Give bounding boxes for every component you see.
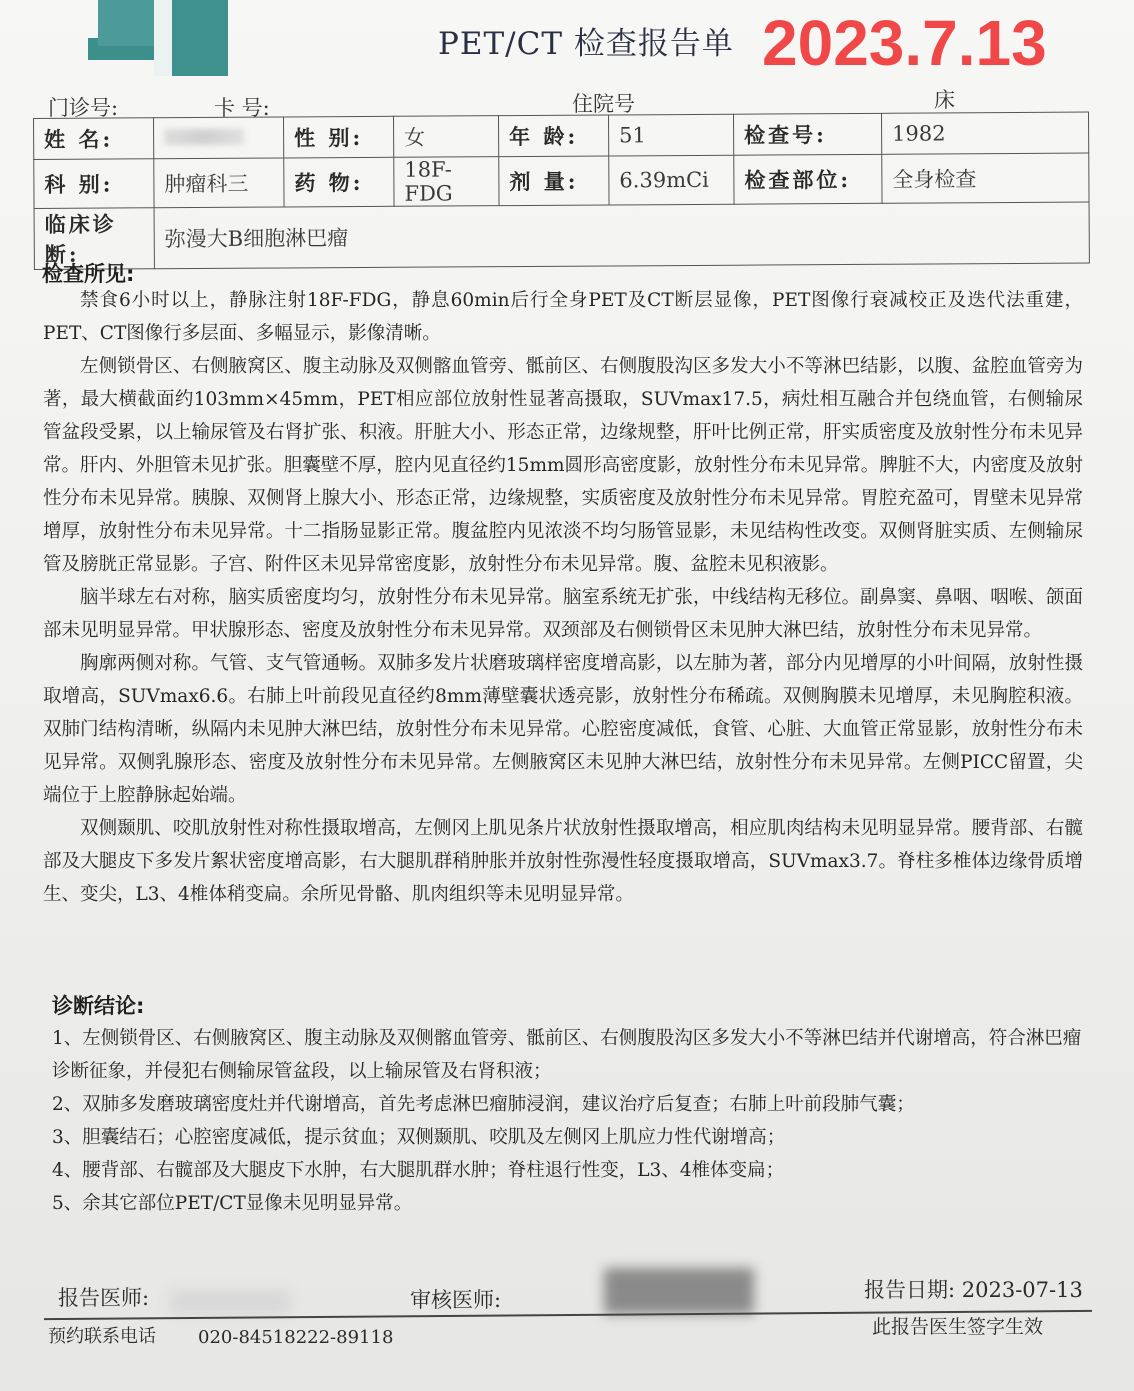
report-date-value: 2023-07-13 <box>961 1278 1083 1302</box>
findings-paragraph: 左侧锁骨区、右侧腋窝区、腹主动脉及双侧髂血管旁、骶前区、右侧腹股沟区多发大小不等淋巴结影，以腹、盆腔血管旁为著，最大横截面约103mm×45mm，PET相应部位放射性显著高摄取，SUVmax17.5，病灶相互融合并包绕血管，右侧输尿管盆段受累，以上输尿管及右肾扩张、积液。肝脏大小、形态正常，边缘规整，肝叶比例正常，肝实质密度及放射性分布未见异常。肝内、外胆管未见扩张。胆囊壁不厚，腔内见直径约15mm圆形高密度影，放射性分布未见异常。脾脏不大，内密度及放射性分布未见异常。胰腺、双侧肾上腺大小、形态正常，边缘规整，实质密度及放射性分布未见异常。胃腔充盈可，胃壁未见异常增厚，放射性分布未见异常。十二指肠显影正常。腹盆腔内见浓淡不均匀肠管显影，未见结构性改变。双侧肾脏实质、左侧输尿管及膀胱正常显影。子宫、附件区未见异常密度影，放射性分布未见异常。腹、盆腔未见积液影。 <box>43 356 1083 575</box>
findings-paragraph: 双侧颞肌、咬肌放射性对称性摄取增高，左侧冈上肌见条片状放射性摄取增高，相应肌肉结构未见明显异常。腰背部、右髋部及大腿皮下多发片絮状密度增高影，右大腿肌群稍肿胀并放射性弥漫性轻度摄取增高，SUVmax3.7。脊柱多椎体边缘骨质增生、变尖，L3、4椎体稍变扁。余所见骨骼、肌肉组织等未见明显异常。 <box>43 818 1083 905</box>
findings-paragraph: 胸廓两侧对称。气管、支气管通畅。双肺多发片状磨玻璃样密度增高影，以左肺为著，部分内见增厚的小叶间隔，放射性摄取增高，SUVmax6.6。右肺上叶前段见直径约8mm薄壁囊状透亮影，放射性分布稀疏。双侧胸膜未见增厚，未见胸腔积液。双肺门结构清晰，纵隔内未见肿大淋巴结，放射性分布未见异常。心腔密度减低，食管、心脏、大血管正常显影，放射性分布未见异常。双侧乳腺形态、密度及放射性分布未见异常。左侧腋窝区未见肿大淋巴结，放射性分布未见异常。左侧PICC留置，尖端位于上腔静脉起始端。 <box>43 653 1083 806</box>
info-row-2 <box>34 153 1089 208</box>
reviewing-doctor-label: 审核医师: <box>410 1288 502 1312</box>
conclusion-heading: 诊断结论: <box>52 994 145 1018</box>
dept-value: 肿瘤科三 <box>154 158 284 208</box>
sex-value: 女 <box>393 116 498 158</box>
report-date-label: 报告日期: <box>864 1278 956 1302</box>
report-title: PET/CT 检查报告单 <box>438 26 734 62</box>
inpatient-no-label: 住院号 <box>572 92 635 116</box>
findings-heading: 检查所见: <box>42 262 135 286</box>
diagnosis-value: 弥漫大B细胞淋巴瘤 <box>154 202 1089 269</box>
age-value: 51 <box>608 114 733 156</box>
bed-label: 床 <box>934 88 955 112</box>
reviewing-doctor-signature <box>604 1268 754 1314</box>
appointment-phone-value: 020-84518222-89118 <box>198 1327 394 1348</box>
name-label: 姓 名: <box>34 118 154 160</box>
conclusion-item: 4、腰背部、右髋部及大腿皮下水肿，右大腿肌群水肿；脊柱退行性变，L3、4椎体变扁； <box>52 1160 785 1181</box>
date-stamp: 2023.7.13 <box>762 7 1047 79</box>
conclusion-item: 1、左侧锁骨区、右侧腋窝区、腹主动脉及双侧髂血管旁、骶前区、右侧腹股沟区多发大小不等淋巴结并代谢增高，符合淋巴瘤诊断征象，并侵犯右侧输尿管盆段，以上输尿管及右肾积液； <box>52 1028 1082 1082</box>
reporting-doctor-label: 报告医师: <box>58 1286 150 1310</box>
redacted-name <box>164 129 244 145</box>
patient-info-table <box>33 112 1090 270</box>
reporting-doctor-signature <box>170 1290 290 1314</box>
dose-label: 剂 量: <box>499 156 609 206</box>
conclusion-item: 5、余其它部位PET/CT显像未见明显异常。 <box>52 1193 413 1214</box>
findings-paragraph: 禁食6小时以上，静脉注射18F-FDG，静息60min后行全身PET及CT断层显像，PET图像行衰减校正及迭代法重建，PET、CT图像行多层面、多幅显示，影像清晰。 <box>43 290 1083 344</box>
findings-body <box>43 284 1083 911</box>
site-label: 检查部位: <box>734 154 882 204</box>
clinic-no-label: 门诊号: <box>48 96 119 120</box>
info-row-1 <box>34 112 1089 159</box>
hospital-logo <box>88 0 238 78</box>
report-date <box>864 1274 1083 1304</box>
dept-label: 科 别: <box>34 159 154 209</box>
name-value <box>154 117 284 159</box>
exam-no-label: 检查号: <box>733 113 881 155</box>
drug-label: 药 物: <box>284 157 394 207</box>
card-no-label: 卡 号: <box>214 96 270 120</box>
appointment-phone-label: 预约联系电话 <box>48 1326 156 1347</box>
diagnosis-label: 临床诊断: <box>34 208 154 270</box>
conclusion-item: 3、胆囊结石；心腔密度减低，提示贫血；双侧颞肌、咬肌及左侧冈上肌应力性代谢增高； <box>52 1127 786 1148</box>
info-row-3 <box>34 202 1089 269</box>
signature-note: 此报告医生签字生效 <box>872 1316 1044 1338</box>
conclusion-list <box>52 1022 1092 1220</box>
age-label: 年 龄: <box>498 115 608 157</box>
drug-value: 18F-FDG <box>394 157 499 207</box>
dose-value: 6.39mCi <box>609 155 734 205</box>
conclusion-item: 2、双肺多发磨玻璃密度灶并代谢增高，首先考虑淋巴瘤肺浸润，建议治疗后复查；右肺上叶前段肺气囊； <box>52 1094 915 1115</box>
findings-paragraph: 脑半球左右对称，脑实质密度均匀，放射性分布未见异常。脑室系统无扩张，中线结构无移位。副鼻窦、鼻咽、咽喉、颌面部未见明显异常。甲状腺形态、密度及放射性分布未见异常。双颈部及右侧锁骨区未见肿大淋巴结，放射性分布未见异常。 <box>43 587 1083 641</box>
sex-label: 性 别: <box>283 116 393 158</box>
site-value: 全身检查 <box>882 153 1089 203</box>
exam-no-value: 1982 <box>881 112 1088 154</box>
